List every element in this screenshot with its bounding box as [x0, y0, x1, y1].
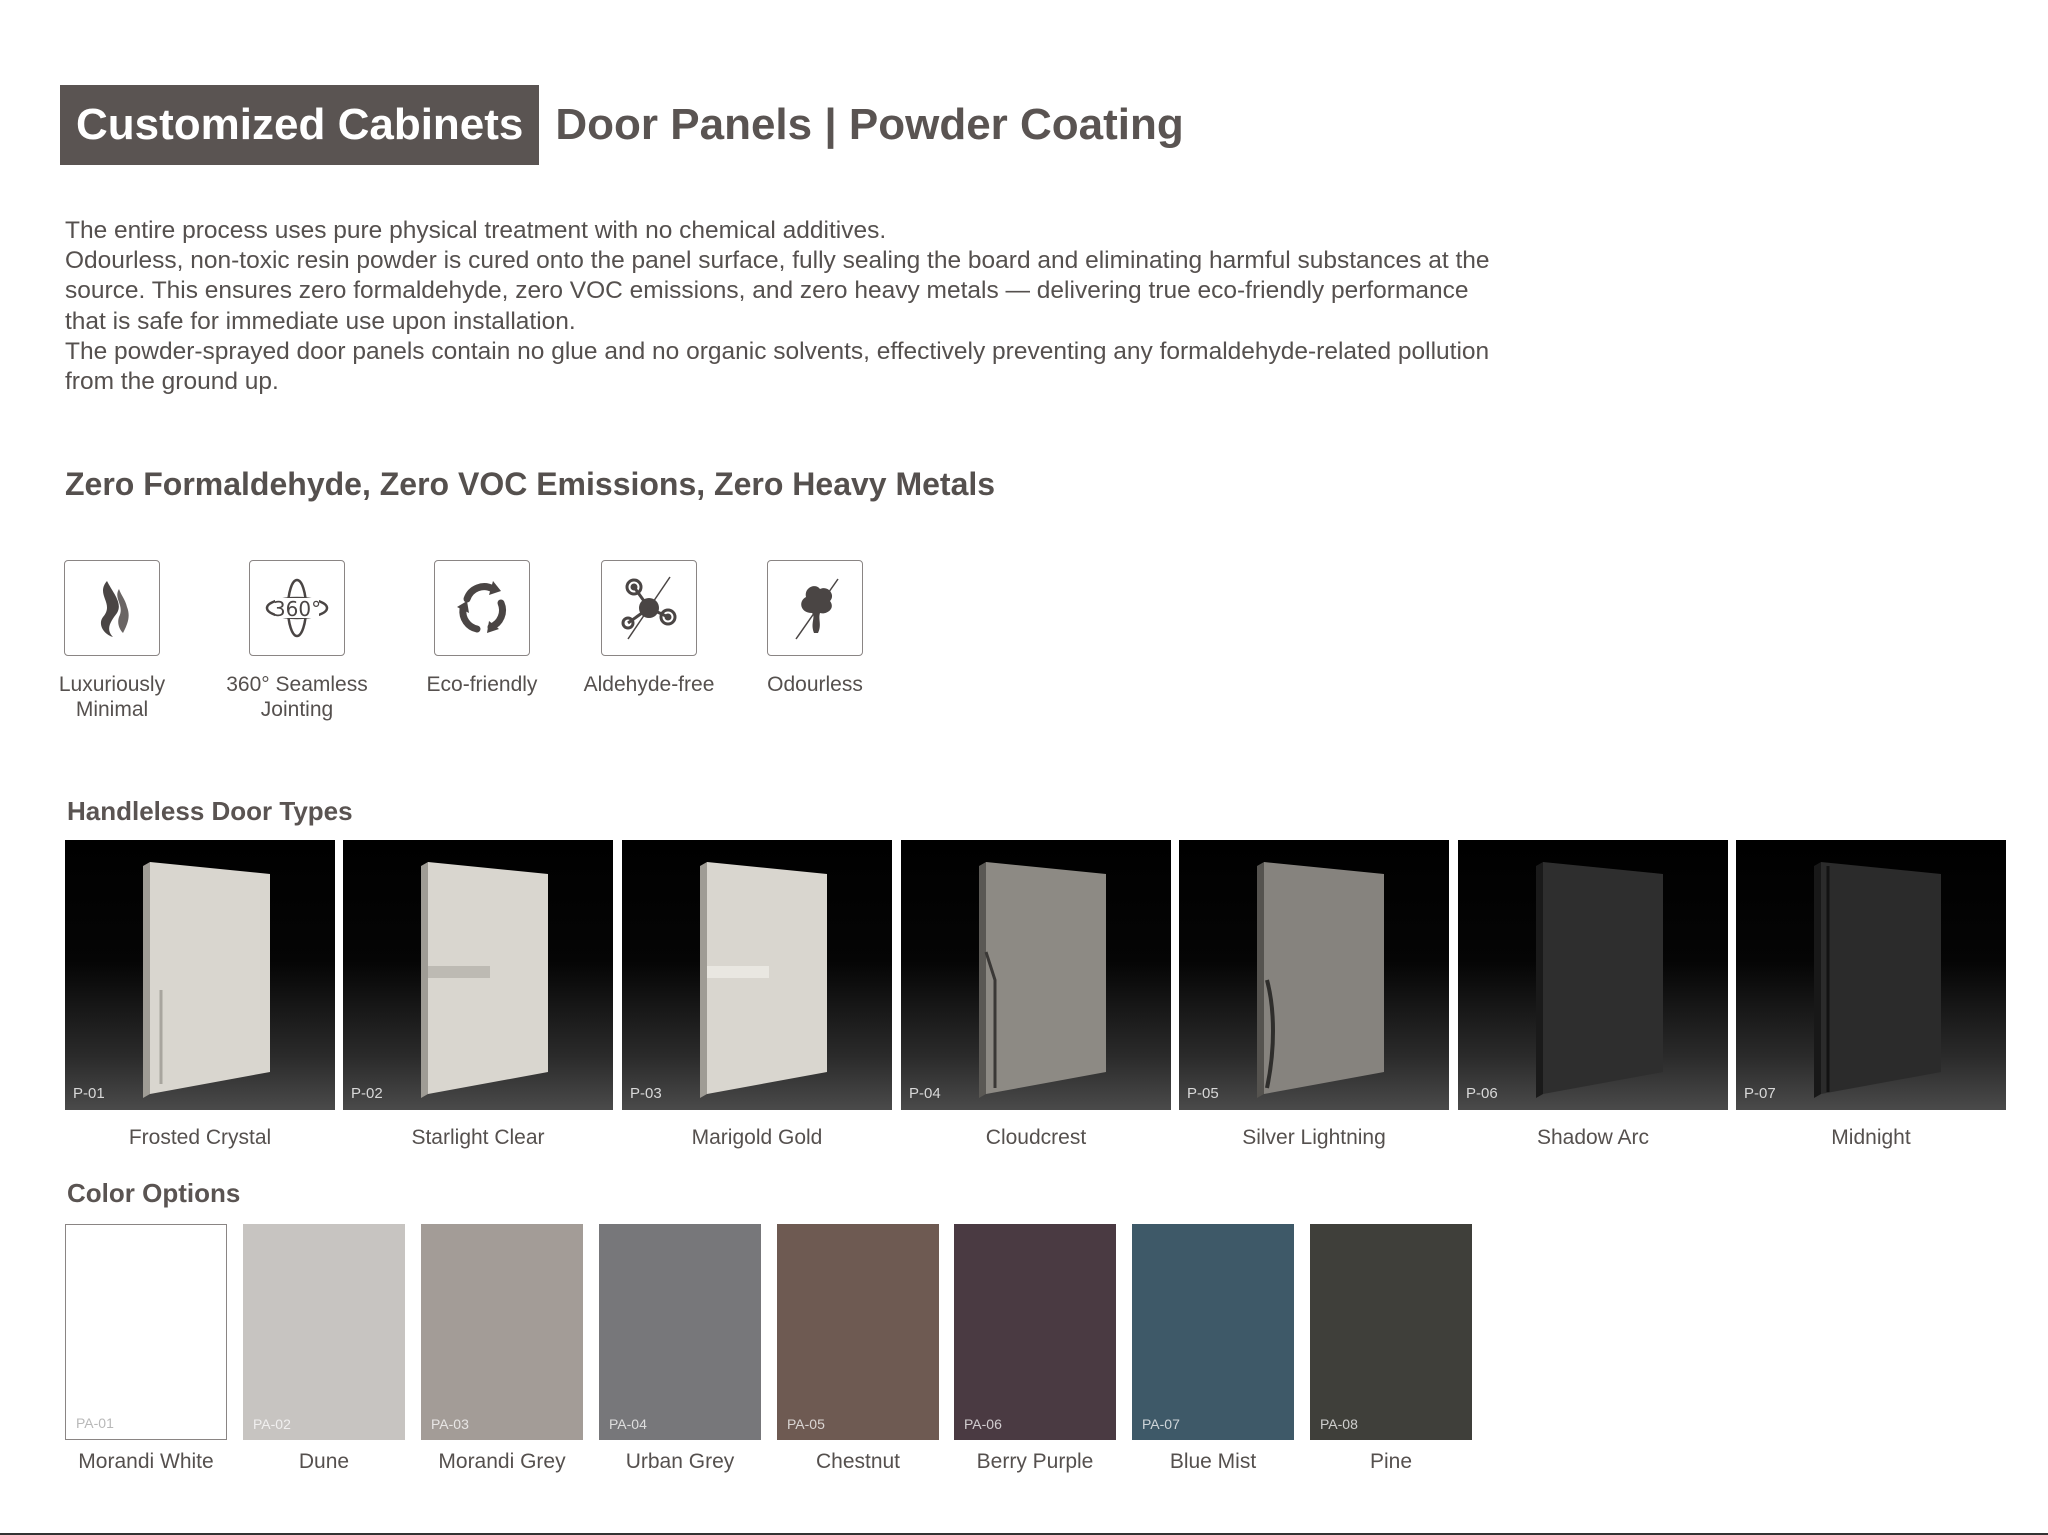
feature-aldehyde-free — [569, 560, 729, 697]
intro-text — [65, 216, 1505, 397]
swatch-chip — [1310, 1224, 1472, 1440]
door-card-marigold-gold[interactable] — [622, 840, 892, 1149]
door-code: P-05 — [1187, 1085, 1219, 1102]
feature-label: Luxuriously Minimal — [58, 673, 166, 721]
door-code: P-02 — [351, 1085, 383, 1102]
swatch-code: PA-08 — [1320, 1416, 1358, 1432]
swatch-code: PA-03 — [431, 1416, 469, 1432]
door-card-midnight[interactable] — [1736, 840, 2006, 1149]
no-molecule-icon — [601, 560, 697, 656]
recycle-icon — [434, 560, 530, 656]
swatch-chip — [954, 1224, 1116, 1440]
page-title — [60, 85, 1184, 165]
door-image — [622, 840, 892, 1110]
swatch-code: PA-02 — [253, 1416, 291, 1432]
svg-text:360°: 360° — [272, 597, 322, 621]
zero-emissions-heading: Zero Formaldehyde, Zero VOC Emissions, Zero Heavy Metals — [65, 466, 996, 502]
swatch-dune[interactable] — [243, 1224, 405, 1473]
feature-label: Odourless — [767, 673, 863, 696]
door-card-frosted-crystal[interactable] — [65, 840, 335, 1149]
swatch-chip — [777, 1224, 939, 1440]
door-name: Marigold Gold — [691, 1126, 823, 1149]
swatch-code: PA-06 — [964, 1416, 1002, 1432]
door-card-cloudcrest[interactable] — [901, 840, 1171, 1149]
swatch-name: Chestnut — [815, 1450, 901, 1473]
door-code: P-04 — [909, 1085, 941, 1102]
swatch-chip — [599, 1224, 761, 1440]
door-code: P-01 — [73, 1085, 105, 1102]
intro-paragraph-2: Odourless, non-toxic resin powder is cured onto the panel surface, fully sealing the board and eliminating harmful substances at the source. This ensures zero formaldehyde, zero VOC emissions, and zero heavy metals — delivering true eco-friendly performance that is safe for immediate use upon installation. — [65, 247, 1490, 335]
swatch-code: PA-05 — [787, 1416, 825, 1432]
door-image — [901, 840, 1171, 1110]
swatch-name: Pine — [1369, 1450, 1413, 1473]
door-card-starlight-clear[interactable] — [343, 840, 613, 1149]
door-image — [343, 840, 613, 1110]
360-rotate-icon — [249, 560, 345, 656]
title-badge: Customized Cabinets — [60, 85, 539, 165]
intro-line-1: The entire process uses pure physical treatment with no chemical additives. — [65, 217, 887, 244]
swatch-name: Urban Grey — [625, 1450, 735, 1473]
door-name: Cloudcrest — [985, 1126, 1087, 1149]
swatch-chip — [1132, 1224, 1294, 1440]
swatch-chip — [421, 1224, 583, 1440]
swatch-name: Morandi Grey — [438, 1450, 566, 1473]
door-code: P-07 — [1744, 1085, 1776, 1102]
feature-360-seamless — [217, 560, 377, 722]
color-options-heading: Color Options — [67, 1178, 241, 1208]
door-image — [1458, 840, 1728, 1110]
flame-icon — [64, 560, 160, 656]
title-subtitle: Door Panels | Powder Coating — [555, 100, 1184, 149]
no-odour-icon — [767, 560, 863, 656]
door-code: P-03 — [630, 1085, 662, 1102]
swatch-urban-grey[interactable] — [599, 1224, 761, 1473]
door-name: Silver Lightning — [1242, 1126, 1386, 1149]
swatch-name: Blue Mist — [1169, 1450, 1257, 1473]
door-types-heading: Handleless Door Types — [67, 796, 353, 826]
swatch-berry-purple[interactable] — [954, 1224, 1116, 1473]
door-name: Midnight — [1831, 1126, 1911, 1149]
swatch-code: PA-04 — [609, 1416, 647, 1432]
door-card-silver-lightning[interactable] — [1179, 840, 1449, 1149]
door-name: Frosted Crystal — [128, 1126, 272, 1149]
swatch-code: PA-01 — [76, 1415, 114, 1431]
swatch-morandi-grey[interactable] — [421, 1224, 583, 1473]
swatch-pine[interactable] — [1310, 1224, 1472, 1473]
door-image — [1179, 840, 1449, 1110]
feature-icons — [0, 560, 1000, 740]
door-name: Shadow Arc — [1536, 1126, 1650, 1149]
door-card-shadow-arc[interactable] — [1458, 840, 1728, 1149]
feature-odourless — [735, 560, 895, 697]
feature-eco-friendly — [402, 560, 562, 697]
feature-label: Eco-friendly — [426, 673, 538, 696]
intro-paragraph-3: The powder-sprayed door panels contain no glue and no organic solvents, effectively preventing any formaldehyde-related pollution from the ground up. — [65, 337, 1490, 396]
feature-label: Aldehyde-free — [583, 673, 715, 696]
swatch-name: Dune — [298, 1450, 350, 1473]
swatch-chip — [65, 1224, 227, 1440]
door-code: P-06 — [1466, 1085, 1498, 1102]
swatch-name: Berry Purple — [976, 1450, 1094, 1473]
door-image — [1736, 840, 2006, 1110]
swatch-name: Morandi White — [78, 1450, 214, 1473]
feature-luxuriously-minimal — [32, 560, 192, 722]
feature-label: 360° Seamless Jointing — [226, 673, 368, 721]
swatch-morandi-white[interactable] — [65, 1224, 227, 1473]
swatch-blue-mist[interactable] — [1132, 1224, 1294, 1473]
swatch-code: PA-07 — [1142, 1416, 1180, 1432]
door-name: Starlight Clear — [411, 1126, 545, 1149]
swatch-chip — [243, 1224, 405, 1440]
door-image — [65, 840, 335, 1110]
swatch-chestnut[interactable] — [777, 1224, 939, 1473]
